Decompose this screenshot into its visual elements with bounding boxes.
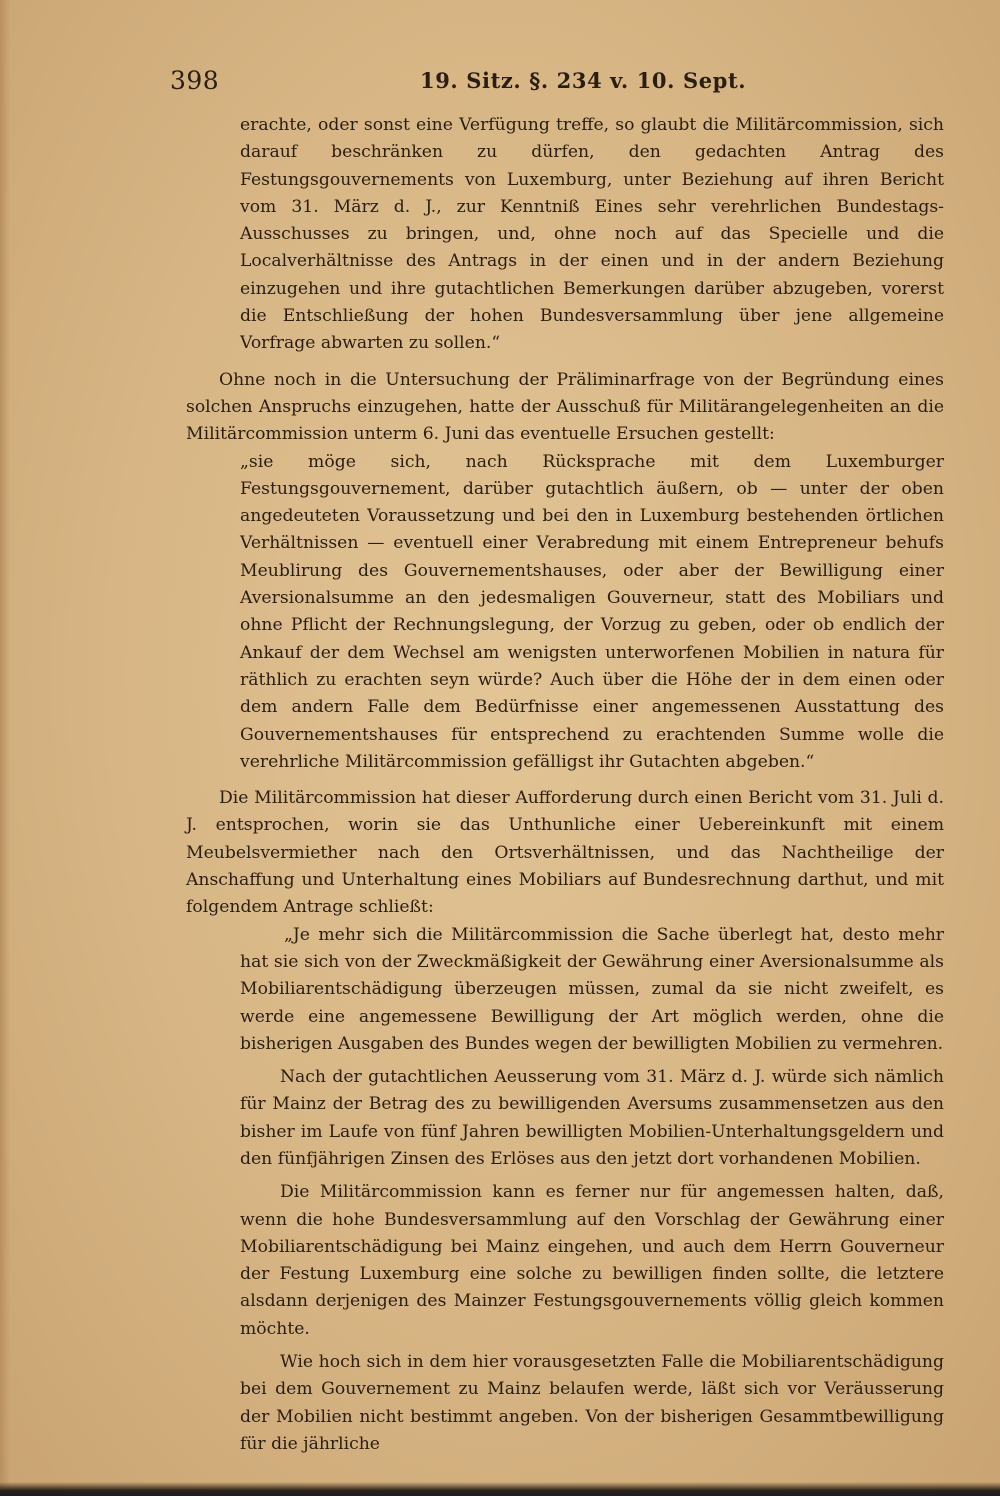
paragraph-preliminary-question: Ohne noch in die Untersuchung der Präliminarfrage von der Begründung eines solchen Anspruchs einzugehen, hatte der Ausschuß für Militärangelegenheiten an die Militärcommission unterm 6. Juni das eventuelle Ersuchen gestellt: bbox=[186, 369, 944, 445]
page-header bbox=[170, 66, 950, 106]
page-number: 398 bbox=[170, 66, 220, 95]
quote-continuation: erachte, oder sonst eine Verfügung treffe, so glaubt die Militärcommission, sich darauf beschränken zu dürfen, den gedachten Antrag des Festungsgouvernements von Luxemburg, unter Beziehung auf ihren Bericht vom 31. März d. J., zur Kenntniß Eines sehr verehrlichen Bundestags-Ausschusses zu bringen, und, ohne noch auf das Specielle und die Localverhältnisse des Antrags in der einen und in der andern Beziehung einzugehen und ihre gutachtlichen Bemerkungen darüber abzugeben, vorerst die Entschließung der hohen Bundesversammlung über jene allgemeine Vorfrage abwarten zu sollen.“ bbox=[240, 115, 944, 354]
running-head: 19. Sitz. §. 234 v. 10. Sept. bbox=[420, 68, 747, 93]
body-text bbox=[186, 112, 944, 1458]
page-edge bbox=[0, 0, 10, 1496]
quote-paragraph: „Je mehr sich die Militärcommission die Sache überlegt hat, desto mehr hat sie sich von der Zweckmäßigkeit der Gewährung einer Aversionalsumme als Mobiliarentschädigung überzeugen müssen, zumal da sie nicht zweifelt, es werde eine angemessene Bewilligung der Art möglich werden, ohne die bisherigen Ausgaben des Bundes wegen der bewilligten Mobilien zu vermehren. bbox=[240, 924, 944, 1054]
quote-commission-proposal bbox=[186, 922, 944, 1459]
quote-request: „sie möge sich, nach Rücksprache mit dem Luxemburger Festungsgouvernement, darüber gutachtlich äußern, ob — unter der oben angedeuteten Voraussetzung und bei den in Luxemburg bestehenden örtlichen Verhältnissen — eventuell einer Verabredung mit einem Entrepreneur behufs Meublirung des Gouvernementshauses, oder aber der Bewilligung einer Aversionalsumme an den jedesmaligen Gouverneur, statt des Mobiliars und ohne Pflicht der Rechnungslegung, der Vorzug zu geben, oder ob endlich der Ankauf der dem Wechsel am wenigsten unterworfenen Mobilien in natura für räthlich zu erachten seyn würde? Auch über die Höhe der in dem einen oder dem andern Falle dem Bedürfnisse einer angemessenen Ausstattung des Gouvernementshauses für entsprechend zu erachtenden Summe wolle die verehrliche Militärcommission gefälligst ihr Gutachten abgeben.“ bbox=[240, 451, 944, 772]
quote-paragraph: Wie hoch sich in dem hier vorausgesetzten Falle die Mobiliarentschädigung bei dem Gouvernement zu Mainz belaufen werde, läßt sich vor Veräusserung der Mobilien nicht bestimmt angeben. Von der bisherigen Gesammtbewilligung für die jährliche bbox=[240, 1352, 944, 1454]
quote-paragraph: Die Militärcommission kann es ferner nur für angemessen halten, daß, wenn die hohe Bundesversammlung auf den Vorschlag der Gewährung einer Mobiliarentschädigung bei Mainz eingehen, und auch dem Herrn Gouverneur der Festung Luxemburg eine solche zu bewilligen finden sollte, die letztere alsdann derjenigen des Mainzer Festungsgouvernements völlig gleich kommen möchte. bbox=[240, 1182, 944, 1339]
paragraph-commission-report: Die Militärcommission hat dieser Aufforderung durch einen Bericht vom 31. Juli d. J. entsprochen, worin sie das Unthunliche einer Uebereinkunft mit einem Meubelsvermiether nach den Ortsverhältnissen, und das Nachtheilige der Anschaffung und Unterhaltung eines Mobiliars auf Bundesrechnung darthut, und mit folgendem Antrage schließt: bbox=[186, 788, 944, 918]
quote-paragraph: Nach der gutachtlichen Aeusserung vom 31. März d. J. würde sich nämlich für Mainz der Betrag des zu bewilligenden Aversums zusammensetzen aus den bisher im Laufe von fünf Jahren bewilligten Mobilien-Unterhaltungsgeldern und den fünfjährigen Zinsen des Erlöses aus den jetzt dort vorhandenen Mobilien. bbox=[240, 1067, 944, 1169]
page-bottom-edge bbox=[0, 1482, 1000, 1496]
